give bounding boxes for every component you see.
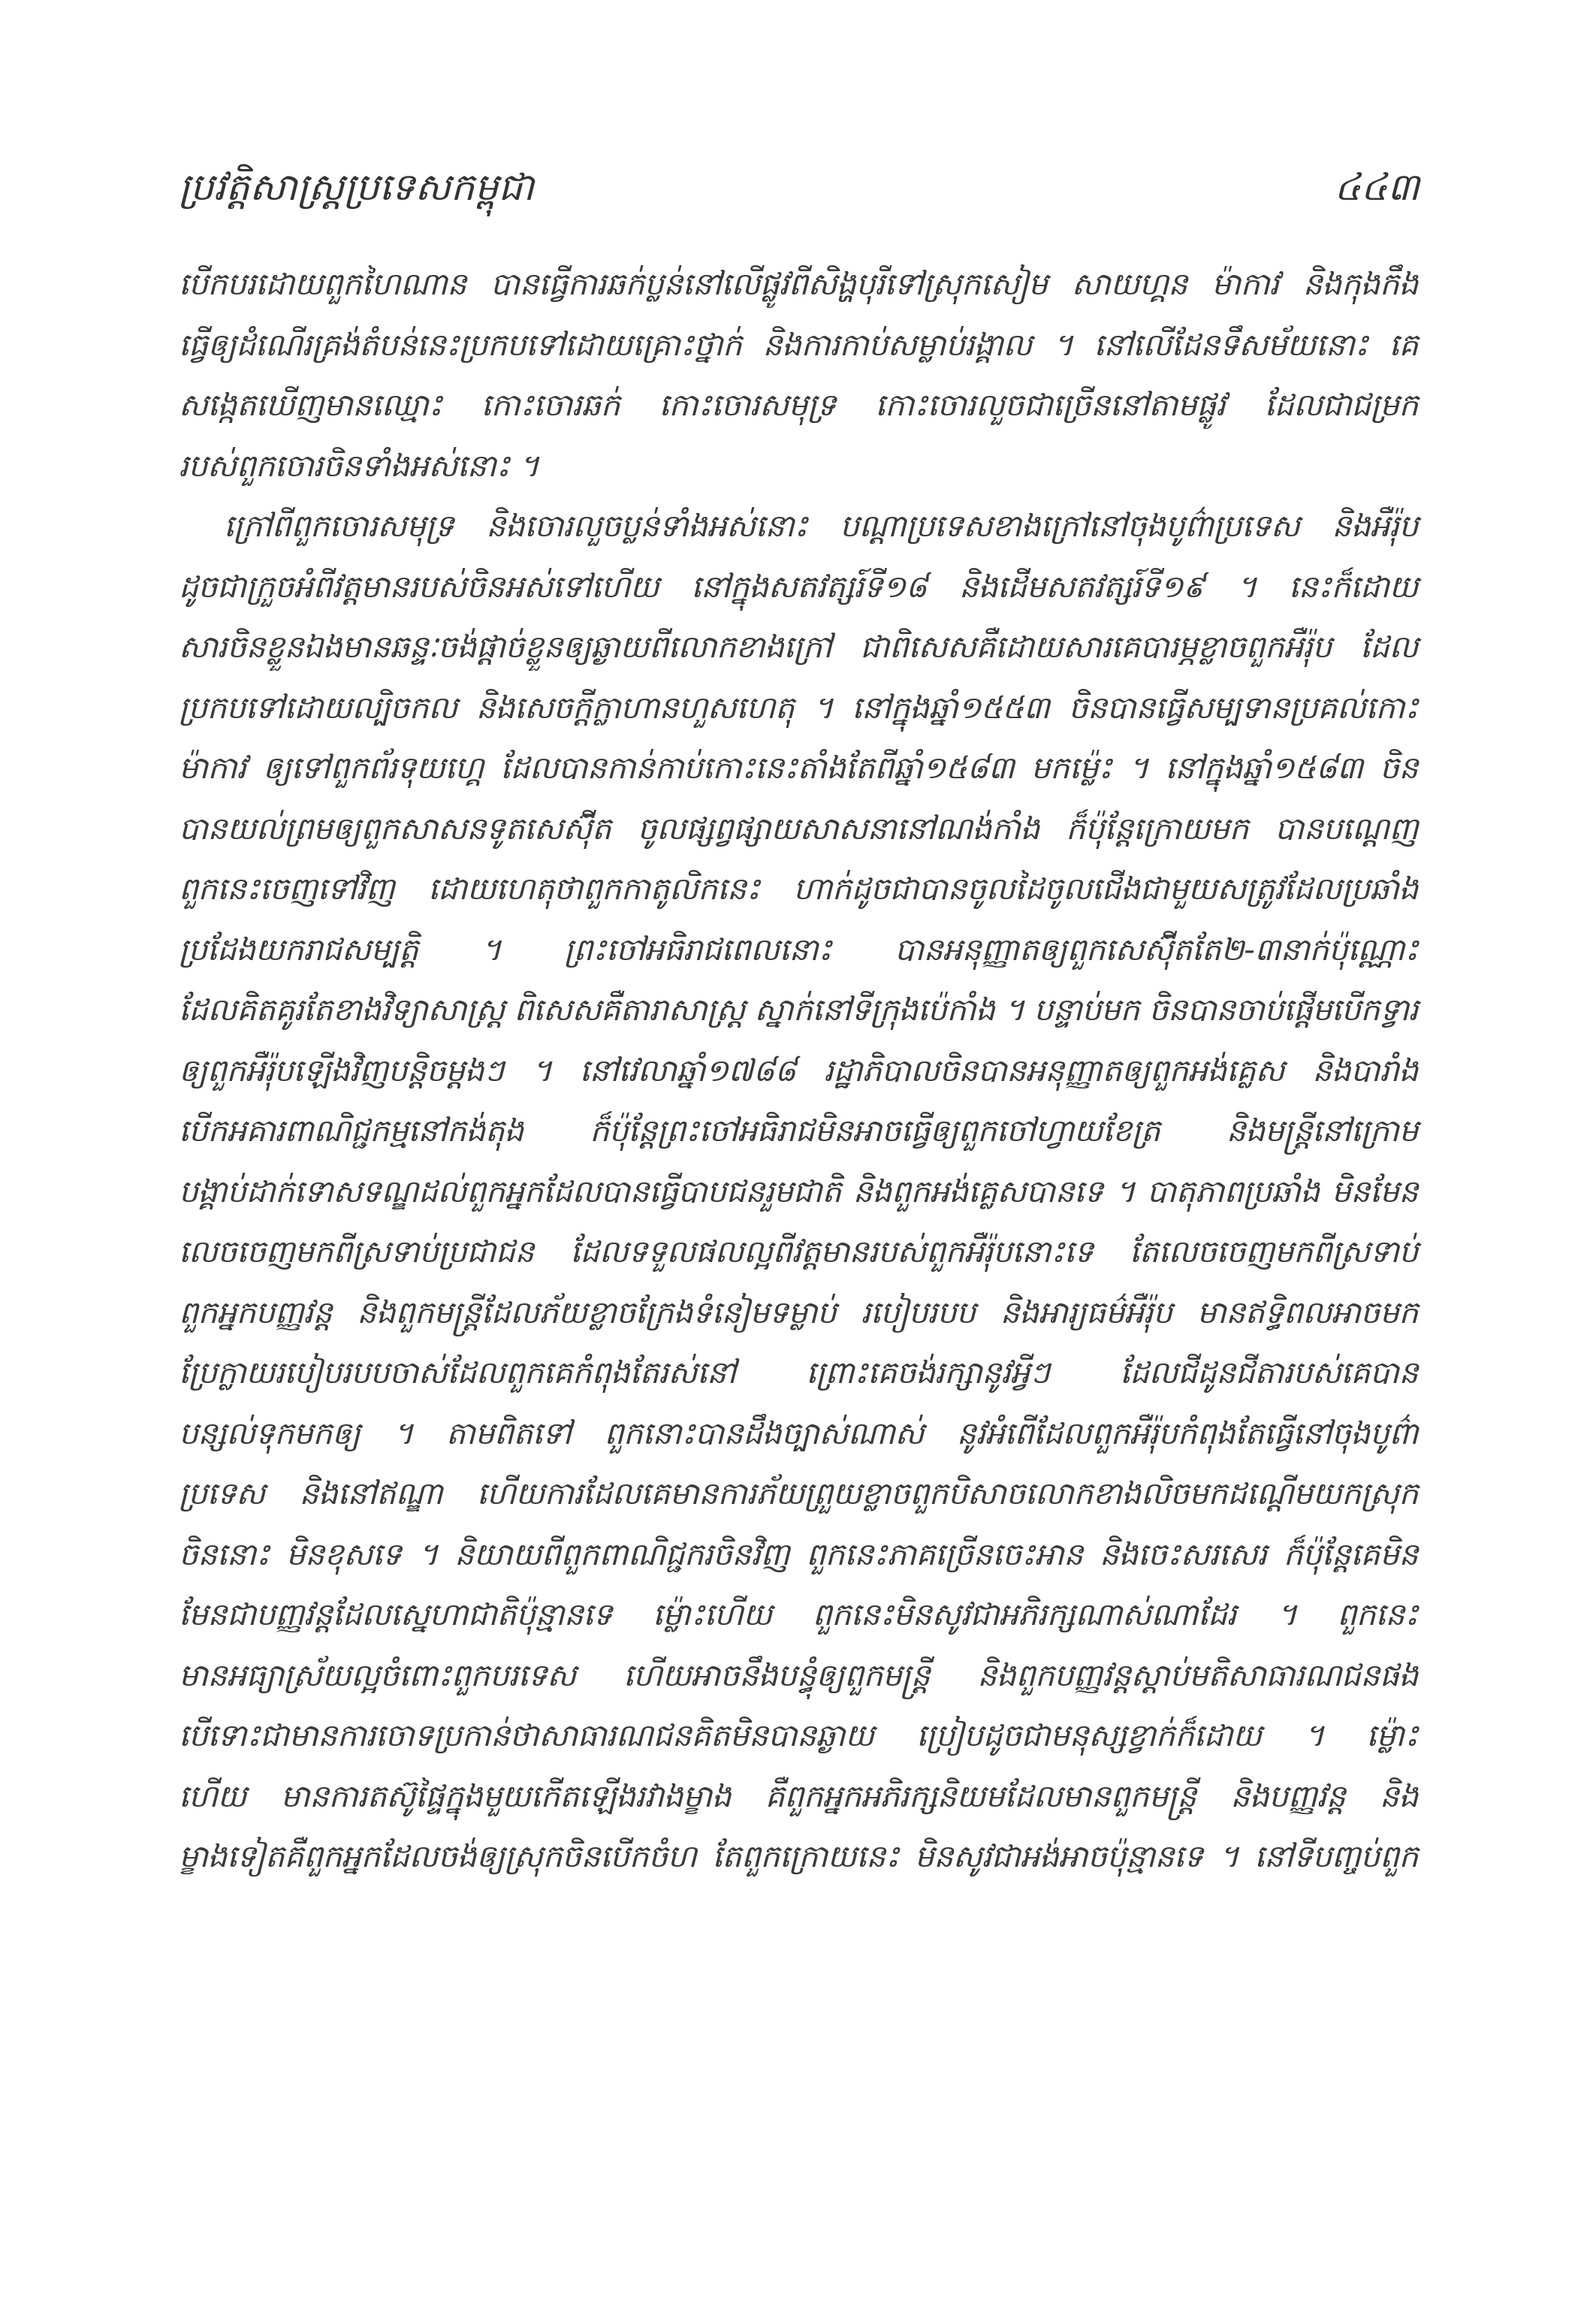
text-line: បើទោះជាមានការចោទប្រកាន់ថាសាធារណជនគិតមិនបានឆ្ងាយ ប្រៀបដូចជាមនុស្សខ្វាក់ក៏ដោយ ។ ម៉្លោះ — [179, 1717, 1418, 1753]
text-line: ឲ្យពួកអឺរ៉ុបឡើងវិញបន្តិចម្ដងៗ ។ នៅវេលាឆ្នាំ១៧៨៨ រដ្ឋាភិបាលចិនបានអនុញ្ញាតឲ្យពួកអង់គ្លេស និងបារាំង — [179, 1052, 1418, 1089]
text-line: ដូចជាក្រួចអំពីវត្តមានរបស់ចិនអស់ទៅហើយ នៅក្នុងសតវត្សរ៍ទី១៨ និងដើមសតវត្សរ៍ទី១៩ ។ នេះក៏ដោយ — [179, 568, 1418, 605]
text-line: ពួកអ្នកបញ្ញវន្ត និងពួកមន្ត្រីដែលភ័យខ្លាចក្រែងទំនៀមទម្លាប់ របៀបរបប និងអារ្យធម៌អឺរ៉ុប មានឥទ្ធិពលអាចមក — [179, 1294, 1418, 1330]
text-line: បង្គាប់ដាក់ទោសទណ្ឌដល់ពួកអ្នកដែលបានធ្វើបាបជនរួមជាតិ និងពួកអង់គ្លេសបានទេ ។ បាតុភាពប្រឆាំង មិនមែន — [179, 1173, 1418, 1209]
text-line: បើកអគារពាណិជ្ជកម្មនៅកង់តុង ក៏ប៉ុន្តែព្រះចៅអធិរាជមិនអាចធ្វើឲ្យពួកចៅហ្វាយខែត្រ និងមន្ត្រីនៅក្រោម — [179, 1113, 1418, 1149]
text-line: ធ្វើឲ្យដំណើរគ្រង់តំបន់នេះប្រកបទៅដោយគ្រោះថ្នាក់ និងការកាប់សម្លាប់រង្គាល ។ នៅលើដែនទឹសម័យនោះ គេ — [179, 326, 1418, 363]
text-line: បានយល់ព្រមឲ្យពួកសាសនទូតសេស៊ុីត ចូលផ្សព្វផ្សាយសាសនានៅណង់កាំង ក៏ប៉ុន្តែក្រោយមក បានបណ្ដេញ — [179, 810, 1418, 847]
text-line: ប្រកបទៅដោយល្បិចកល និងសេចក្ដីក្លាហានហួសហេតុ ។ នៅក្នុងឆ្នាំ១៥៥៣ ចិនបានធ្វើសម្បទានប្រគល់កោះ — [179, 689, 1418, 726]
paragraph-2 — [179, 496, 1418, 1887]
paragraph-1 — [179, 254, 1418, 496]
text-line: ហើយ មានការតស៊ូផ្ទៃក្នុងមួយកើតឡើងរវាងម្ខាង គឺពួកអ្នកអភិរក្សនិយមដែលមានពួកមន្ត្រី និងបញ្ញវន្ត និង — [179, 1777, 1418, 1814]
page-number: ៤៤៣ — [1334, 165, 1420, 209]
text-line: ប្រដែងយករាជសម្បត្តិ ។ ព្រះចៅអធិរាជពេលនោះ បានអនុញ្ញាតឲ្យពួកសេស៊ុីតតែ២-៣នាក់ប៉ុណ្ណោះ — [179, 931, 1418, 968]
text-line: ម្ខាងទៀតគឺពួកអ្នកដែលចង់ឲ្យស្រុកចិនបើកចំហ តែពួកក្រោយនេះ មិនសូវជាអង់អាចប៉ុន្មានទេ ។ នៅទីបញ្ចប់ពួក — [179, 1838, 1418, 1874]
text-line: ក្រៅពីពួកចោរសមុទ្រ និងចោរលួចប្លន់ទាំងអស់នោះ បណ្ដាប្រទេសខាងក្រៅនៅចុងបូព៌ាប្រទេស និងអឺរ៉ុប — [224, 508, 1418, 544]
text-line: មែនជាបញ្ញវន្តដែលស្នេហាជាតិប៉ុន្មានទេ ម៉្លោះហើយ ពួកនេះមិនសូវជាអភិរក្សណាស់ណាដែរ ។ ពួកនេះ — [179, 1596, 1418, 1632]
running-head-title: ប្រវត្តិសាស្ត្រប្រទេសកម្ពុជា — [179, 165, 535, 209]
text-line: ពួកនេះចេញទៅវិញ ដោយហេតុថាពួកកាតូលិកនេះ ហាក់ដូចជាបានចូលដៃចូលជើងជាមួយសត្រូវដែលប្រឆាំង — [179, 871, 1418, 907]
text-line: ចិននោះ មិនខុសទេ ។ និយាយពីពួកពាណិជ្ជករចិនវិញ ពួកនេះភាគច្រើនចេះអាន និងចេះសរសេរ ក៏ប៉ុន្តែគេមិន — [179, 1535, 1418, 1572]
text-line: របស់ពួកចោរចិនទាំងអស់នោះ ។ — [179, 447, 539, 484]
text-line: បន្សល់ទុកមកឲ្យ ។ តាមពិតទៅ ពួកនោះបានដឹងច្បាស់ណាស់ នូវអំពើដែលពួកអឺរ៉ុបកំពុងតែធ្វើនៅចុងបូព៌ា — [179, 1415, 1418, 1451]
body-text — [179, 254, 1418, 1887]
text-line: ដែលគិតគូរតែខាងវិទ្យាសាស្ត្រ ពិសេសគឺតារាសាស្ត្រ ស្នាក់នៅទីក្រុងប៉េកាំង ។ បន្ទាប់មក ចិនបានចាប់ផ្ដើមបើកទ្វារ — [179, 992, 1418, 1028]
text-line: សង្កេតឃើញមានឈ្មោះ កោះចោរឆក់ កោះចោរសមុទ្រ កោះចោរលួចជាច្រើននៅតាមផ្លូវ ដែលជាជម្រក — [179, 387, 1418, 423]
text-line: ប្រទេស និងនៅឥណ្ឌា ហើយការដែលគេមានការភ័យព្រួយខ្លាចពួកបិសាចលោកខាងលិចមកដណ្ដើមយកស្រុក — [179, 1475, 1418, 1511]
text-line: ប្រែក្លាយរបៀបរបបចាស់ដែលពួកគេកំពុងតែរស់នៅ ព្រោះគេចង់រក្សានូវអ្វីៗ ដែលជីដូនជីតារបស់គេបាន — [179, 1354, 1418, 1391]
text-line: សារចិនខ្លួនឯងមានឆន្ទៈចង់ផ្ដាច់ខ្លួនឲ្យឆ្ងាយពីលោកខាងក្រៅ ជាពិសេសគឺដោយសារគេបារម្ភខ្លាចពួកអឺរ៉ុប ដែល — [179, 629, 1418, 665]
text-line: មានអធ្យាស្រ័យល្អចំពោះពួកបរទេស ហើយអាចនឹងបន្ធុំឲ្យពួកមន្ត្រី និងពួកបញ្ញវន្តស្ដាប់មតិសាធារណជនផង — [179, 1656, 1418, 1693]
text-line: បើកបរដោយពួកហៃណាន បានធ្វើការឆក់ប្លន់នៅលើផ្លូវពីសិង្ហបុរីទៅស្រុកសៀម សាយហ្គន ម៉ាកាវ និងកុងកឹង — [179, 266, 1418, 302]
text-line: លេចចេញមកពីស្រទាប់ប្រជាជន ដែលទទួលផលល្អពីវត្តមានរបស់ពួកអឺរ៉ុបនោះទេ តែលេចចេញមកពីស្រទាប់ — [179, 1234, 1418, 1270]
text-line: ម៉ាកាវ ឲ្យទៅពួកព័រទុយហ្គេ ដែលបានកាន់កាប់កោះនេះតាំងតែពីឆ្នាំ១៥៨៣ មកម៉្លេះ ។ នៅក្នុងឆ្នាំ១៥៨៣ ចិន — [179, 750, 1418, 786]
